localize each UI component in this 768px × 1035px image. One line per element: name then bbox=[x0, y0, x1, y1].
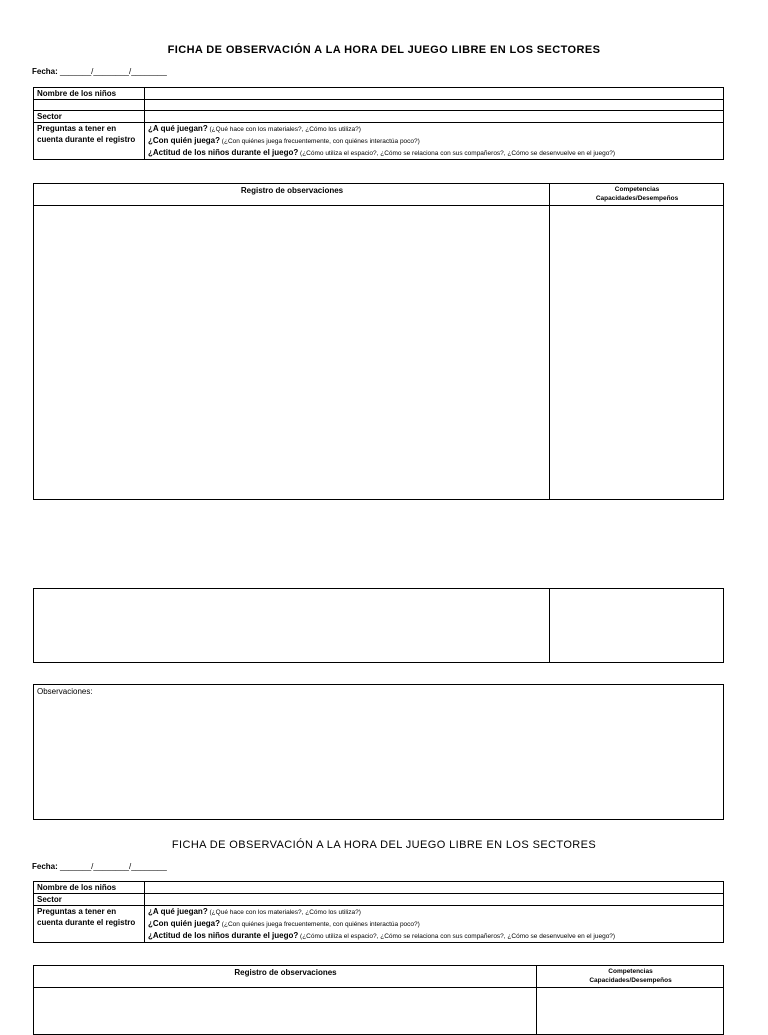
sector-label: Sector bbox=[34, 111, 145, 123]
sheet1-title: FICHA DE OBSERVACIÓN A LA HORA DEL JUEGO LIBRE EN LOS SECTORES bbox=[167, 44, 601, 56]
competencias-area[interactable] bbox=[537, 988, 723, 1034]
observaciones-label: Observaciones: bbox=[37, 687, 93, 696]
question-item: ¿Con quién juega? (¿Con quiénes juega frecuentemente, con quiénes interactúa poco?) bbox=[148, 919, 420, 928]
registro-area[interactable] bbox=[34, 988, 536, 1034]
preguntas-list bbox=[145, 906, 724, 943]
competencias-header: Competencias Capacidades/Desempeños bbox=[589, 968, 672, 984]
sheet1-extra-box bbox=[33, 588, 724, 663]
registro-header: Registro de observaciones bbox=[234, 968, 337, 977]
sheet1-fecha bbox=[32, 67, 167, 76]
extra-competencias-area[interactable] bbox=[550, 589, 723, 662]
nombre-extra-label bbox=[34, 100, 145, 111]
sheet1-info-table bbox=[33, 87, 724, 160]
sheet1-registro-box bbox=[33, 183, 724, 500]
fecha-blank[interactable]: _______/________/________ bbox=[60, 67, 167, 76]
nombre-extra-field[interactable] bbox=[145, 100, 724, 111]
preguntas-label: Preguntas a tener en cuenta durante el registro bbox=[34, 123, 145, 160]
fecha-label: Fecha: bbox=[32, 67, 58, 76]
competencias-area[interactable] bbox=[550, 206, 723, 499]
registro-header: Registro de observaciones bbox=[240, 186, 344, 195]
competencias-header: Competencias Capacidades/Desempeños bbox=[595, 186, 679, 202]
question-item: ¿A qué juegan? (¿Qué hace con los materiales?, ¿Cómo los utiliza?) bbox=[148, 124, 361, 133]
registro-area[interactable] bbox=[34, 206, 549, 499]
sector-field[interactable] bbox=[145, 894, 724, 906]
sheet2-title: FICHA DE OBSERVACIÓN A LA HORA DEL JUEGO LIBRE EN LOS SECTORES bbox=[171, 839, 597, 851]
fecha-label: Fecha: bbox=[32, 862, 58, 871]
sheet2-registro-box bbox=[33, 965, 724, 1035]
question-item: ¿Actitud de los niños durante el juego? (¿Cómo utiliza el espacio?, ¿Cómo se relaciona con sus compañeros?, ¿Cómo se desenvuelve en el juego?) bbox=[148, 148, 616, 157]
sheet1-observaciones-box[interactable] bbox=[33, 684, 724, 820]
question-item: ¿A qué juegan? (¿Qué hace con los materiales?, ¿Cómo los utiliza?) bbox=[148, 907, 361, 916]
sector-label: Sector bbox=[34, 894, 145, 906]
nombre-label: Nombre de los niños bbox=[34, 88, 145, 100]
question-item: ¿Actitud de los niños durante el juego? (¿Cómo utiliza el espacio?, ¿Cómo se relaciona con sus compañeros?, ¿Cómo se desenvuelve en el juego?) bbox=[148, 931, 616, 940]
nombre-field[interactable] bbox=[145, 882, 724, 894]
preguntas-list bbox=[145, 123, 724, 160]
nombre-label: Nombre de los niños bbox=[34, 882, 145, 894]
sector-field[interactable] bbox=[145, 111, 724, 123]
preguntas-label: Preguntas a tener en cuenta durante el registro bbox=[34, 906, 145, 943]
sheet2-info-table bbox=[33, 881, 724, 943]
fecha-blank[interactable]: _______/________/________ bbox=[60, 862, 167, 871]
extra-registro-area[interactable] bbox=[34, 589, 549, 662]
question-item: ¿Con quién juega? (¿Con quiénes juega frecuentemente, con quiénes interactúa poco?) bbox=[148, 136, 420, 145]
sheet2-fecha bbox=[32, 862, 167, 871]
nombre-field[interactable] bbox=[145, 88, 724, 100]
